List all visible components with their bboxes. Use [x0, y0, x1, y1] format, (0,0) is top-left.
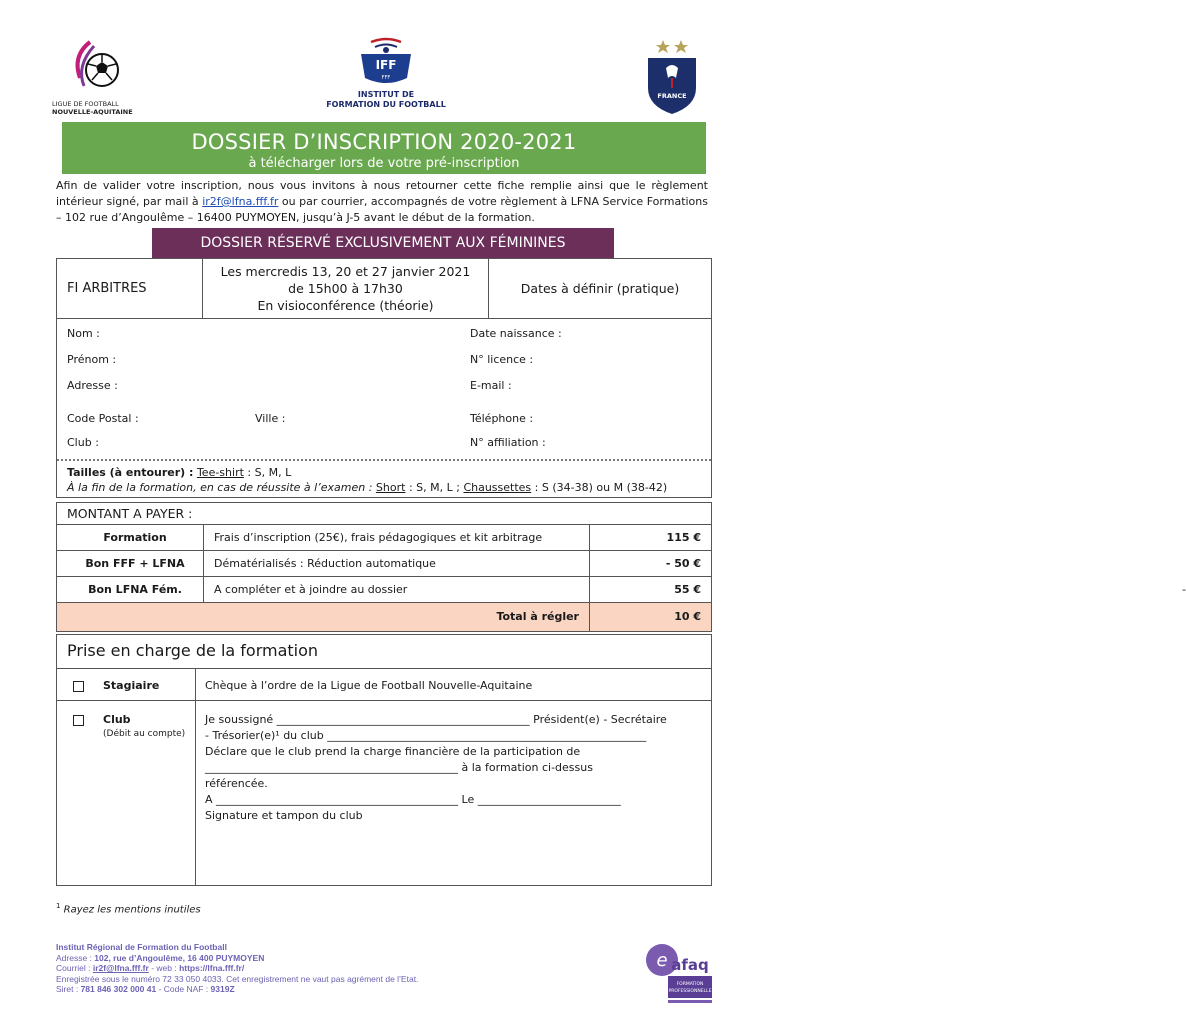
- amount-row-value-text: 115 €: [666, 531, 701, 544]
- stagiaire-label: Stagiaire: [103, 679, 160, 692]
- afaq-sub1: FORMATION: [676, 982, 704, 987]
- amount-row-label: Bon FFF + LFNA: [85, 557, 185, 570]
- iff-line2: FORMATION DU FOOTBALL: [326, 100, 446, 109]
- amount-row-desc: Frais d’inscription (25€), frais pédagogiques et kit arbitrage: [203, 525, 589, 550]
- footnote-text: Rayez les mentions inutiles: [63, 904, 201, 916]
- success-prefix: À la fin de la formation, en cas de réussite à l’examen :: [67, 481, 373, 494]
- short-values[interactable]: : S, M, L ;: [408, 481, 460, 494]
- course-name: FI ARBITRES: [57, 259, 203, 318]
- footer-address-label: Adresse :: [56, 952, 95, 963]
- footer-email-link[interactable]: ir2f@lfna.fff.fr: [92, 963, 149, 973]
- course-practice: Dates à définir (pratique): [520, 281, 680, 296]
- footnote: [56, 902, 201, 915]
- amount-row-desc: Dématérialisés : Réduction automatique: [203, 551, 589, 576]
- lfna-line1: LIGUE DE FOOTBALL: [52, 100, 119, 108]
- funding-header: Prise en charge de la formation: [57, 635, 711, 669]
- footer-line1: Institut Régional de Formation du Football: [56, 942, 227, 952]
- funding-section: [56, 634, 712, 886]
- amount-header: MONTANT A PAYER :: [57, 503, 711, 525]
- amount-row: [57, 577, 1186, 603]
- club-checkbox[interactable]: [73, 715, 84, 726]
- amount-row: [57, 525, 711, 551]
- amount-row-dash: -: [1182, 583, 1186, 596]
- club-line-7: Signature et tampon du club: [205, 809, 363, 822]
- total-value: 10 €: [589, 603, 711, 631]
- prenom-field[interactable]: Prénom :: [67, 353, 117, 366]
- footer-web-label: - web :: [148, 963, 180, 973]
- afaq-name: afaq: [671, 956, 709, 974]
- intro-email-link[interactable]: ir2f@lfna.fff.fr: [202, 195, 279, 208]
- amount-row-value: [589, 525, 711, 550]
- title-banner: [62, 122, 706, 174]
- tee-shirt-values[interactable]: : S, M, L: [247, 466, 292, 479]
- footer-siret-label: Siret :: [56, 984, 81, 994]
- total-row: [57, 603, 711, 631]
- course-row: [57, 259, 711, 319]
- footer-email-label: Courriel :: [56, 963, 93, 973]
- club-line-2[interactable]: - Trésorier(e)¹ du club __________________________________________________________: [205, 729, 647, 742]
- amount-row-label: Formation: [103, 531, 167, 544]
- footer-web-link[interactable]: https://lfna.fff.fr/: [179, 963, 245, 973]
- telephone-field[interactable]: Téléphone :: [470, 412, 534, 425]
- intro-text-after: ou par courrier, accompagnés de votre règlement à LFNA Service Formations – 102 rue d’Angoulême – 16400 PUYMOYEN, jusqu’à J-5 avant le début de la formation.: [56, 195, 708, 224]
- footer-siret: 781 846 302 000 41: [80, 984, 157, 994]
- club-line-6[interactable]: A ____________________________________________ Le __________________________: [205, 793, 621, 806]
- licence-field[interactable]: N° licence :: [470, 353, 534, 366]
- footer-naf-label: - Code NAF :: [156, 984, 211, 994]
- iff-line1: INSTITUT DE: [357, 90, 415, 99]
- restricted-banner: DOSSIER RÉSERVÉ EXCLUSIVEMENT AUX FÉMININES: [152, 228, 614, 258]
- footer-registration: Enregistrée sous le numéro 72 33 050 4033. Cet enregistrement ne vaut pas agrément de l’Etat.: [56, 973, 419, 984]
- football-icon: [72, 36, 124, 98]
- page-subtitle: à télécharger lors de votre pré-inscription: [248, 156, 520, 171]
- iff-logo: [316, 38, 456, 118]
- socks-label: Chaussettes: [463, 481, 532, 494]
- sizes-label: Tailles (à entourer) :: [67, 466, 194, 479]
- amount-row: [57, 551, 711, 577]
- course-date-line2: de 15h00 à 17h30: [288, 281, 403, 296]
- club-line-5: référencée.: [205, 777, 268, 790]
- iff-badge-text: IFF: [375, 58, 397, 72]
- iff-badge-sub: FFF: [381, 75, 391, 81]
- nom-field[interactable]: Nom :: [67, 327, 100, 340]
- footer: [56, 942, 616, 995]
- funding-divider: [195, 669, 196, 885]
- svg-text:e: e: [656, 950, 668, 971]
- club-sublabel: (Débit au compte): [103, 729, 186, 739]
- course-dates: [203, 259, 489, 318]
- short-label: Short: [375, 481, 406, 494]
- intro-text-before: Afin de valider votre inscription, nous vous invitons à nous retourner cette fiche remplie ainsi que le règlement intérieur signé, par mail à: [56, 179, 708, 208]
- club-line-3: Déclare que le club prend la charge financière de la participation de: [205, 745, 581, 758]
- amount-table: [56, 502, 1186, 632]
- amount-row-value-text: 55 €: [674, 583, 701, 596]
- socks-values[interactable]: : S (34-38) ou M (38-42): [534, 481, 668, 494]
- amount-row-desc: A compléter et à joindre au dossier: [203, 577, 589, 602]
- footer-naf: 9319Z: [210, 984, 235, 994]
- amount-row-value: [589, 551, 711, 576]
- intro-paragraph: [56, 178, 708, 226]
- iff-shield-icon: [357, 38, 415, 88]
- footer-address: 102, rue d’Angoulême, 16 400 PUYMOYEN: [94, 952, 265, 963]
- total-label: Total à régler: [496, 610, 579, 623]
- ville-field[interactable]: Ville :: [255, 412, 286, 425]
- email-field[interactable]: E-mail :: [470, 379, 512, 392]
- code-postal-field[interactable]: Code Postal :: [67, 412, 139, 425]
- stagiaire-checkbox[interactable]: [73, 681, 84, 692]
- club-field[interactable]: Club :: [67, 436, 99, 449]
- afaq-logo: [644, 940, 714, 1016]
- club-line-4[interactable]: ______________________________________________ à la formation ci-dessus: [205, 761, 593, 774]
- fff-france-logo: [642, 36, 702, 116]
- amount-row-value-text: - 50 €: [665, 557, 701, 570]
- header-logos: [0, 0, 770, 122]
- amount-row-value: [589, 577, 1186, 602]
- adresse-field[interactable]: Adresse :: [67, 379, 118, 392]
- course-date-line3: En visioconférence (théorie): [257, 298, 434, 313]
- club-line-1[interactable]: Je soussigné ______________________________________________ Président(e) - Secrétaire: [205, 713, 667, 726]
- lfna-line2: NOUVELLE-AQUITAINE: [52, 108, 133, 116]
- france-text: FRANCE: [657, 92, 687, 100]
- footnote-mark: 1: [56, 902, 61, 910]
- amount-row-label: Bon LFNA Fém.: [88, 583, 182, 596]
- lfna-logo: [52, 30, 142, 118]
- course-date-line1: Les mercredis 13, 20 et 27 janvier 2021: [220, 264, 471, 279]
- affiliation-field[interactable]: N° affiliation :: [470, 436, 546, 449]
- sizes-section: [57, 459, 711, 497]
- club-label: Club: [103, 713, 131, 726]
- tee-shirt-label: Tee-shirt: [196, 466, 244, 479]
- afaq-sub2: PROFESSIONNELLE: [668, 989, 712, 994]
- registration-form: [56, 258, 712, 498]
- date-naissance-field[interactable]: Date naissance :: [470, 327, 562, 340]
- stagiaire-text: Chèque à l’ordre de la Ligue de Football Nouvelle-Aquitaine: [205, 679, 533, 692]
- page-title: DOSSIER D’INSCRIPTION 2020-2021: [191, 130, 577, 154]
